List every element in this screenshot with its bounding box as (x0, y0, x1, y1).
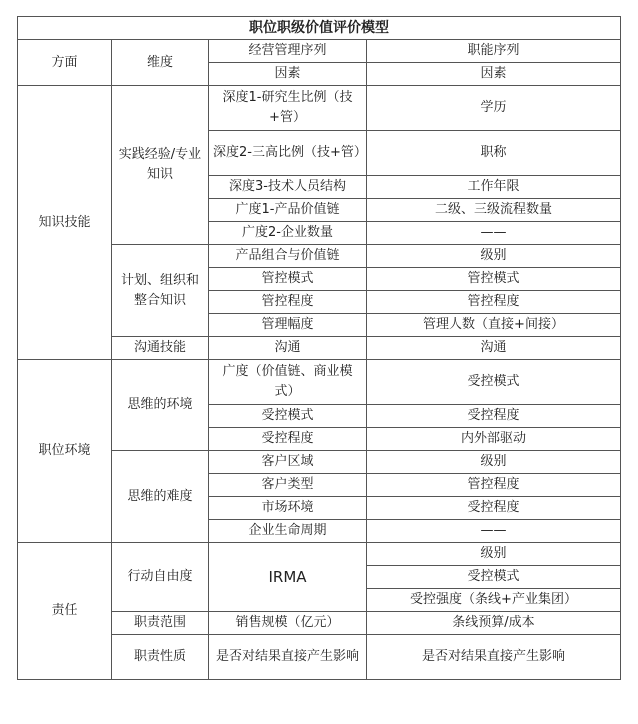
factor-right: 管控程度 (367, 474, 621, 497)
factor-left: 广度2-企业数量 (209, 222, 367, 245)
factor-left: 产品组合与价值链 (209, 245, 367, 268)
factor-left: 受控程度 (209, 428, 367, 451)
factor-right: 管控模式 (367, 268, 621, 291)
factor-right: 级别 (367, 245, 621, 268)
factor-left: 深度3-技术人员结构 (209, 176, 367, 199)
factor-right: 管控程度 (367, 291, 621, 314)
header-dimension: 维度 (112, 40, 209, 86)
factor-right: 受控模式 (367, 360, 621, 405)
factor-right: 受控强度（条线+产业集团） (367, 589, 621, 612)
dimension-thinking-environment: 思维的环境 (112, 360, 209, 451)
factor-right: 受控模式 (367, 566, 621, 589)
table-title: 职位职级价值评价模型 (18, 17, 621, 40)
factor-right: 受控程度 (367, 497, 621, 520)
header-factor-left: 因素 (209, 63, 367, 86)
factor-right: 级别 (367, 543, 621, 566)
dimension-scope: 职责范围 (112, 612, 209, 635)
header-mgmt-sequence: 经营管理序列 (209, 40, 367, 63)
factor-left: 管控程度 (209, 291, 367, 314)
factor-left: 销售规模（亿元） (209, 612, 367, 635)
factor-right: 工作年限 (367, 176, 621, 199)
factor-left: 广度（价值链、商业模式） (209, 360, 367, 405)
factor-left: 市场环境 (209, 497, 367, 520)
factor-left: 企业生命周期 (209, 520, 367, 543)
factor-right: 沟通 (367, 337, 621, 360)
factor-left: 是否对结果直接产生影响 (209, 635, 367, 680)
header-function-sequence: 职能序列 (367, 40, 621, 63)
factor-left: 沟通 (209, 337, 367, 360)
factor-right: 二级、三级流程数量 (367, 199, 621, 222)
factor-right: 管理人数（直接+间接） (367, 314, 621, 337)
factor-right: 职称 (367, 131, 621, 176)
header-aspect: 方面 (18, 40, 112, 86)
dimension-planning: 计划、组织和整合知识 (112, 245, 209, 337)
header-factor-right: 因素 (367, 63, 621, 86)
factor-right: 是否对结果直接产生影响 (367, 635, 621, 680)
factor-left-irma: IRMA (209, 543, 367, 612)
factor-right: 级别 (367, 451, 621, 474)
factor-left: 深度1-研究生比例（技+管） (209, 86, 367, 131)
dimension-communication: 沟通技能 (112, 337, 209, 360)
factor-right: 内外部驱动 (367, 428, 621, 451)
factor-right: —— (367, 222, 621, 245)
dimension-practice: 实践经验/专业知识 (112, 86, 209, 245)
section-environment: 职位环境 (18, 360, 112, 543)
factor-left: 广度1-产品价值链 (209, 199, 367, 222)
factor-right: —— (367, 520, 621, 543)
factor-left: 深度2-三高比例（技+管） (209, 131, 367, 176)
evaluation-model-table (17, 16, 621, 680)
factor-right: 学历 (367, 86, 621, 131)
factor-left: 客户类型 (209, 474, 367, 497)
factor-right: 条线预算/成本 (367, 612, 621, 635)
factor-left: 管控模式 (209, 268, 367, 291)
factor-left: 管理幅度 (209, 314, 367, 337)
factor-left: 客户区域 (209, 451, 367, 474)
dimension-thinking-difficulty: 思维的难度 (112, 451, 209, 543)
dimension-nature: 职责性质 (112, 635, 209, 680)
dimension-freedom: 行动自由度 (112, 543, 209, 612)
factor-left: 受控模式 (209, 405, 367, 428)
section-responsibility: 责任 (18, 543, 112, 680)
factor-right: 受控程度 (367, 405, 621, 428)
section-knowledge: 知识技能 (18, 86, 112, 360)
